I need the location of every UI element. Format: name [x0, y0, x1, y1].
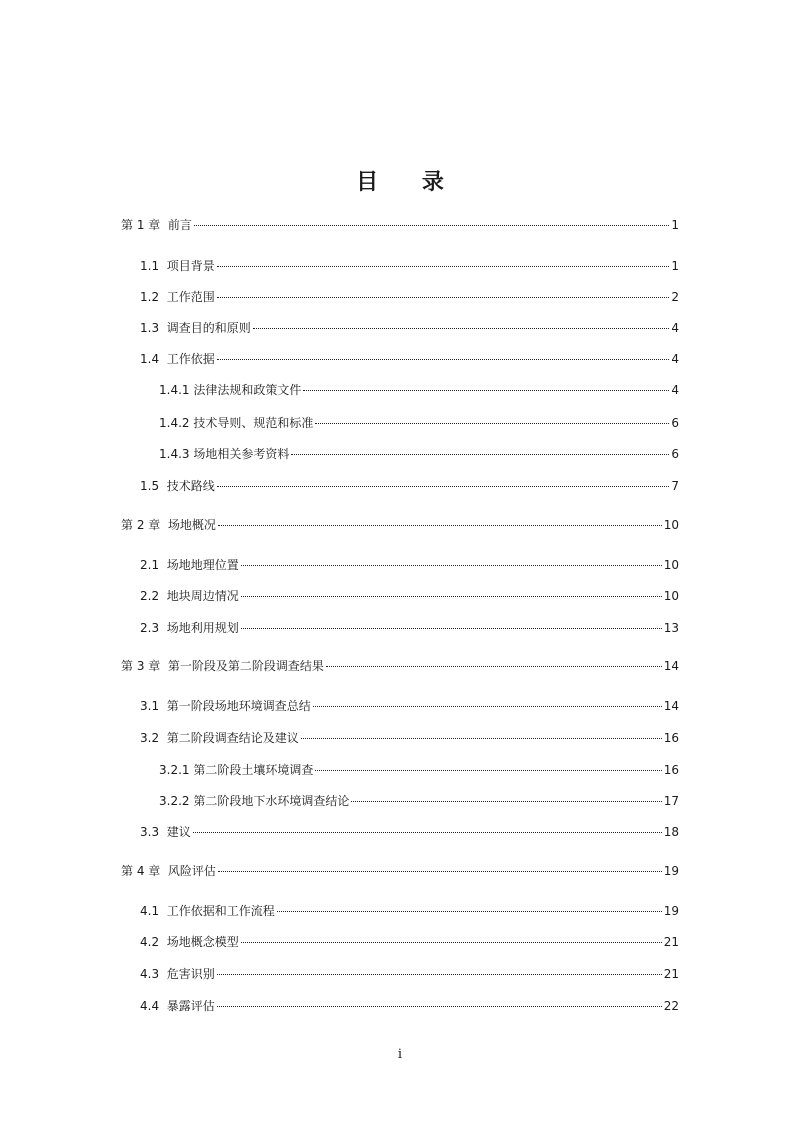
toc-entry-number: 4.4: [140, 999, 167, 1013]
toc-entry-page: 14: [663, 659, 679, 673]
toc-entry-page: 21: [663, 967, 679, 981]
toc-entry-number: 1.2: [140, 290, 167, 304]
toc-entry-page: 21: [663, 935, 679, 949]
toc-entry-number: 4.1: [140, 904, 167, 918]
toc-entry-1-4-1[interactable]: [159, 381, 679, 399]
toc-entry-page: 22: [663, 999, 679, 1013]
toc-entry-page: 16: [663, 763, 679, 777]
toc-entry-number: 3.3: [140, 825, 167, 839]
toc-entry-chapter-3[interactable]: [121, 657, 679, 675]
dot-leader: [217, 1006, 662, 1007]
toc-entry-page: 4: [671, 321, 679, 335]
toc-entry-label: 暴露评估: [166, 999, 215, 1013]
toc-entry-page: 14: [663, 699, 679, 713]
toc-entry-label: 项目背景: [166, 259, 215, 273]
toc-entry-1-5[interactable]: [140, 477, 679, 495]
toc-entry-label: 场地地理位置: [166, 558, 239, 572]
toc-entry-number: 2.2: [140, 589, 167, 603]
toc-entry-number: 第 4 章: [121, 864, 168, 878]
toc-entry-number: 2.3: [140, 621, 167, 635]
dot-leader: [241, 942, 662, 943]
dot-leader: [313, 706, 662, 707]
toc-entry-label: 技术导则、规范和标准: [193, 416, 314, 430]
toc-entry-chapter-4[interactable]: [121, 862, 679, 880]
toc-entry-label: 第二阶段调查结论及建议: [166, 731, 299, 745]
toc-entry-label: 工作依据: [166, 352, 215, 366]
toc-entry-3-2[interactable]: [140, 729, 679, 747]
toc-entry-page: 4: [671, 383, 679, 397]
toc-entry-label: 第一阶段场地环境调查总结: [166, 699, 311, 713]
toc-entry-number: 1.4.1: [159, 383, 194, 397]
toc-entry-number: 1.3: [140, 321, 167, 335]
toc-entry-page: 16: [663, 731, 679, 745]
toc-entry-1-4[interactable]: [140, 350, 679, 368]
toc-entry-label: 法律法规和政策文件: [193, 383, 302, 397]
toc-entry-label: 第一阶段及第二阶段调查结果: [167, 659, 324, 673]
toc-entry-page: 19: [663, 864, 679, 878]
toc-entry-page: 6: [671, 416, 679, 430]
toc-entry-3-1[interactable]: [140, 697, 679, 715]
toc-entry-page: 10: [663, 558, 679, 572]
dot-leader: [241, 565, 662, 566]
toc-entry-page: 10: [663, 589, 679, 603]
toc-entry-label: 危害识别: [166, 967, 215, 981]
toc-entry-1-2[interactable]: [140, 288, 679, 306]
toc-entry-3-2-1[interactable]: [159, 761, 679, 779]
toc-entry-page: 1: [671, 259, 679, 273]
dot-leader: [291, 454, 669, 455]
toc-entry-chapter-1[interactable]: [121, 216, 679, 234]
toc-entry-number: 1.5: [140, 479, 167, 493]
toc-entry-label: 场地概念模型: [166, 935, 239, 949]
dot-leader: [218, 525, 662, 526]
toc-entry-label: 第二阶段地下水环境调查结论: [193, 794, 350, 808]
dot-leader: [193, 832, 662, 833]
toc-entry-page: 19: [663, 904, 679, 918]
dot-leader: [194, 225, 669, 226]
toc-entry-page: 4: [671, 352, 679, 366]
toc-entry-number: 1.4.2: [159, 416, 194, 430]
toc-entry-number: 3.2.2: [159, 794, 194, 808]
dot-leader: [217, 359, 669, 360]
toc-entry-1-4-2[interactable]: [159, 414, 679, 432]
toc-entry-number: 2.1: [140, 558, 167, 572]
toc-entry-page: 13: [663, 621, 679, 635]
dot-leader: [351, 801, 661, 802]
toc-entry-number: 3.2: [140, 731, 167, 745]
dot-leader: [241, 596, 662, 597]
toc-entry-number: 3.1: [140, 699, 167, 713]
toc-entry-label: 风险评估: [167, 864, 216, 878]
toc-entry-page: 6: [671, 447, 679, 461]
toc-entry-label: 场地相关参考资料: [193, 447, 290, 461]
dot-leader: [241, 628, 662, 629]
toc-entry-label: 第二阶段土壤环境调查: [193, 763, 314, 777]
dot-leader: [217, 486, 669, 487]
toc-entry-label: 地块周边情况: [166, 589, 239, 603]
toc-entry-3-3[interactable]: [140, 823, 679, 841]
toc-entry-page: 1: [671, 218, 679, 232]
toc-entry-label: 建议: [166, 825, 191, 839]
dot-leader: [218, 871, 662, 872]
dot-leader: [315, 770, 661, 771]
toc-entry-number: 1.4.3: [159, 447, 194, 461]
toc-entry-label: 调查目的和原则: [166, 321, 251, 335]
dot-leader: [253, 328, 669, 329]
dot-leader: [315, 423, 669, 424]
dot-leader: [217, 266, 669, 267]
page-number: i: [397, 1047, 403, 1062]
toc-entry-label: 工作依据和工作流程: [166, 904, 275, 918]
toc-entry-2-3[interactable]: [140, 619, 679, 637]
toc-entry-4-3[interactable]: [140, 965, 679, 983]
toc-entry-2-2[interactable]: [140, 587, 679, 605]
dot-leader: [326, 666, 662, 667]
toc-entry-number: 3.2.1: [159, 763, 194, 777]
toc-entry-number: 第 1 章: [121, 218, 168, 232]
toc-entry-number: 4.2: [140, 935, 167, 949]
toc-entry-4-4[interactable]: [140, 997, 679, 1015]
toc-entry-page: 2: [671, 290, 679, 304]
dot-leader: [277, 911, 662, 912]
dot-leader: [217, 297, 669, 298]
toc-entry-2-1[interactable]: [140, 556, 679, 574]
toc-entry-number: 第 2 章: [121, 518, 168, 532]
toc-entry-page: 10: [663, 518, 679, 532]
toc-entry-label: 场地概况: [167, 518, 216, 532]
toc-entry-page: 18: [663, 825, 679, 839]
toc-entry-3-2-2[interactable]: [159, 792, 679, 810]
toc-entry-page: 17: [663, 794, 679, 808]
toc-entry-4-2[interactable]: [140, 933, 679, 951]
toc-entry-1-4-3[interactable]: [159, 445, 679, 463]
toc-entry-label: 前言: [167, 218, 192, 232]
dot-leader: [301, 738, 662, 739]
toc-entry-label: 工作范围: [166, 290, 215, 304]
toc-entry-label: 场地利用规划: [166, 621, 239, 635]
toc-entry-4-1[interactable]: [140, 902, 679, 920]
toc-entry-label: 技术路线: [166, 479, 215, 493]
toc-entry-number: 1.4: [140, 352, 167, 366]
toc-entry-page: 7: [671, 479, 679, 493]
toc-entry-chapter-2[interactable]: [121, 516, 679, 534]
toc-entry-number: 4.3: [140, 967, 167, 981]
dot-leader: [217, 974, 662, 975]
toc-entry-number: 第 3 章: [121, 659, 168, 673]
toc-entry-1-3[interactable]: [140, 319, 679, 337]
toc-entry-number: 1.1: [140, 259, 167, 273]
toc-entry-1-1[interactable]: [140, 257, 679, 275]
dot-leader: [303, 390, 669, 391]
page-title: 目 录: [356, 169, 462, 195]
